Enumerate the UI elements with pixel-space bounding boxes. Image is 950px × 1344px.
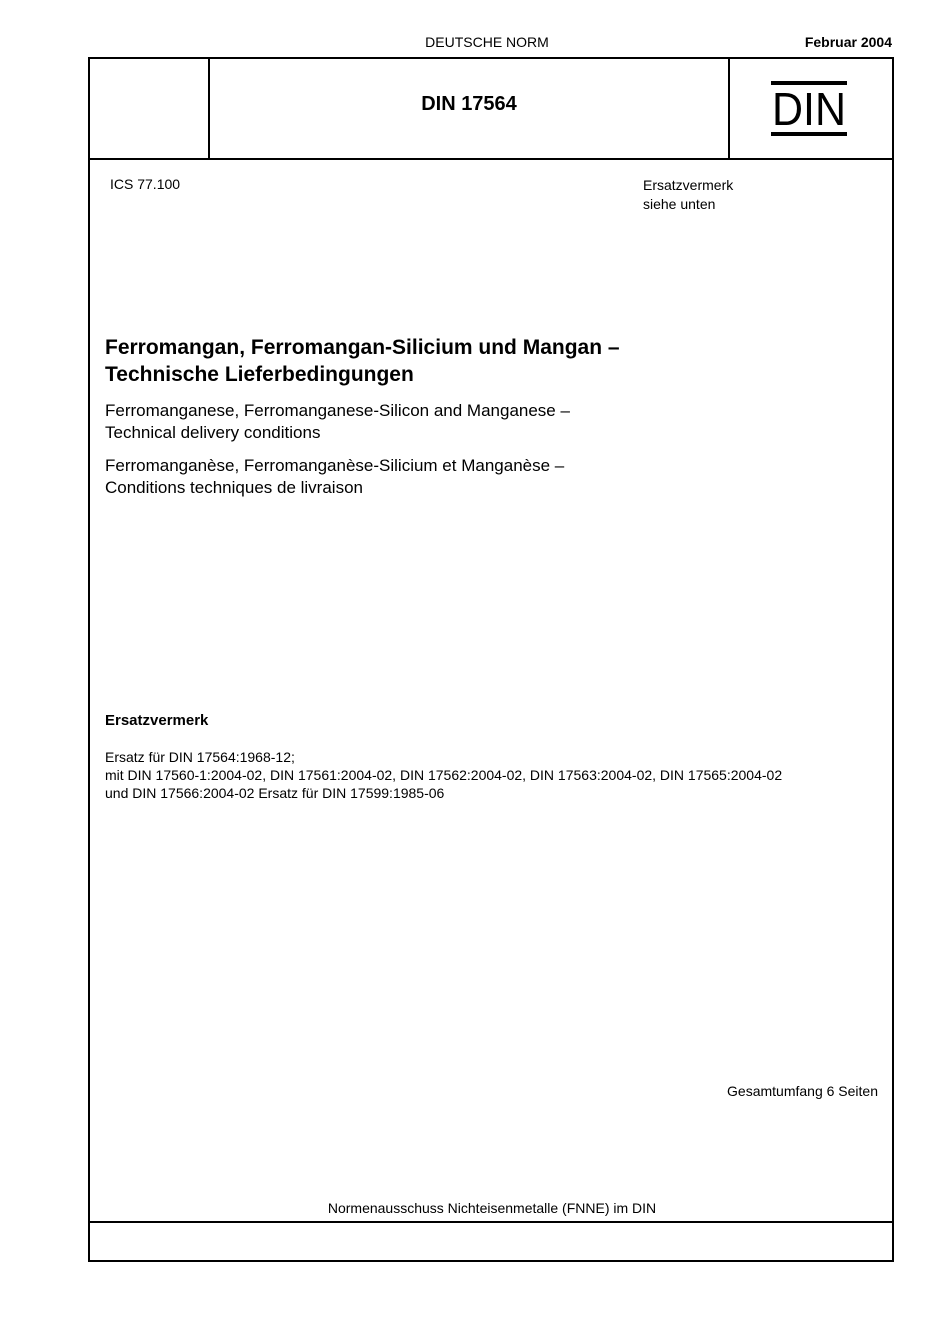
publication-date: Februar 2004 [804,34,892,50]
norm-type-label: DEUTSCHE NORM [425,34,549,50]
document-number: DIN 17564 [421,93,517,115]
total-pages: Gesamtumfang 6 Seiten [727,1083,878,1099]
title-german-line: Technische Lieferbedingungen [105,363,414,386]
replacement-text [105,748,895,802]
standards-committee: Normenausschuss Nichteisenmetalle (FNNE) im DIN [327,1200,657,1216]
header-divider-right [728,59,730,160]
replacement-note [643,176,733,214]
title-english-line: Ferromanganese, Ferromanganese-Silicon and Manganese – [105,401,570,420]
replacement-text-line: Ersatz für DIN 17564:1968-12; [105,749,295,765]
title-english-line: Technical delivery conditions [105,423,321,442]
replacement-note-line: Ersatzvermerk [643,177,734,193]
replacement-heading: Ersatzvermerk [105,712,209,729]
header-bottom-rule [90,158,892,160]
title-english [105,400,570,444]
title-french [105,455,564,499]
title-french-line: Ferromanganèse, Ferromanganèse-Silicium et Manganèse – [105,456,565,475]
replacement-text-line: mit DIN 17560-1:2004-02, DIN 17561:2004-02, DIN 17562:2004-02, DIN 17563:2004-02, DIN 17565:2004-02 [105,767,783,783]
title-german [105,334,620,388]
replacement-text-line: und DIN 17566:2004-02 Ersatz für DIN 17599:1985-06 [105,785,445,801]
din-logo [771,81,847,136]
footer-rule [90,1221,892,1223]
din-logo-text: DIN [772,83,846,135]
ics-code: ICS 77.100 [110,176,181,192]
title-german-line: Ferromangan, Ferromangan-Silicium und Mangan – [105,336,620,359]
replacement-note-line: siehe unten [643,196,716,212]
title-french-line: Conditions techniques de livraison [105,478,363,497]
document-frame [88,57,894,1262]
